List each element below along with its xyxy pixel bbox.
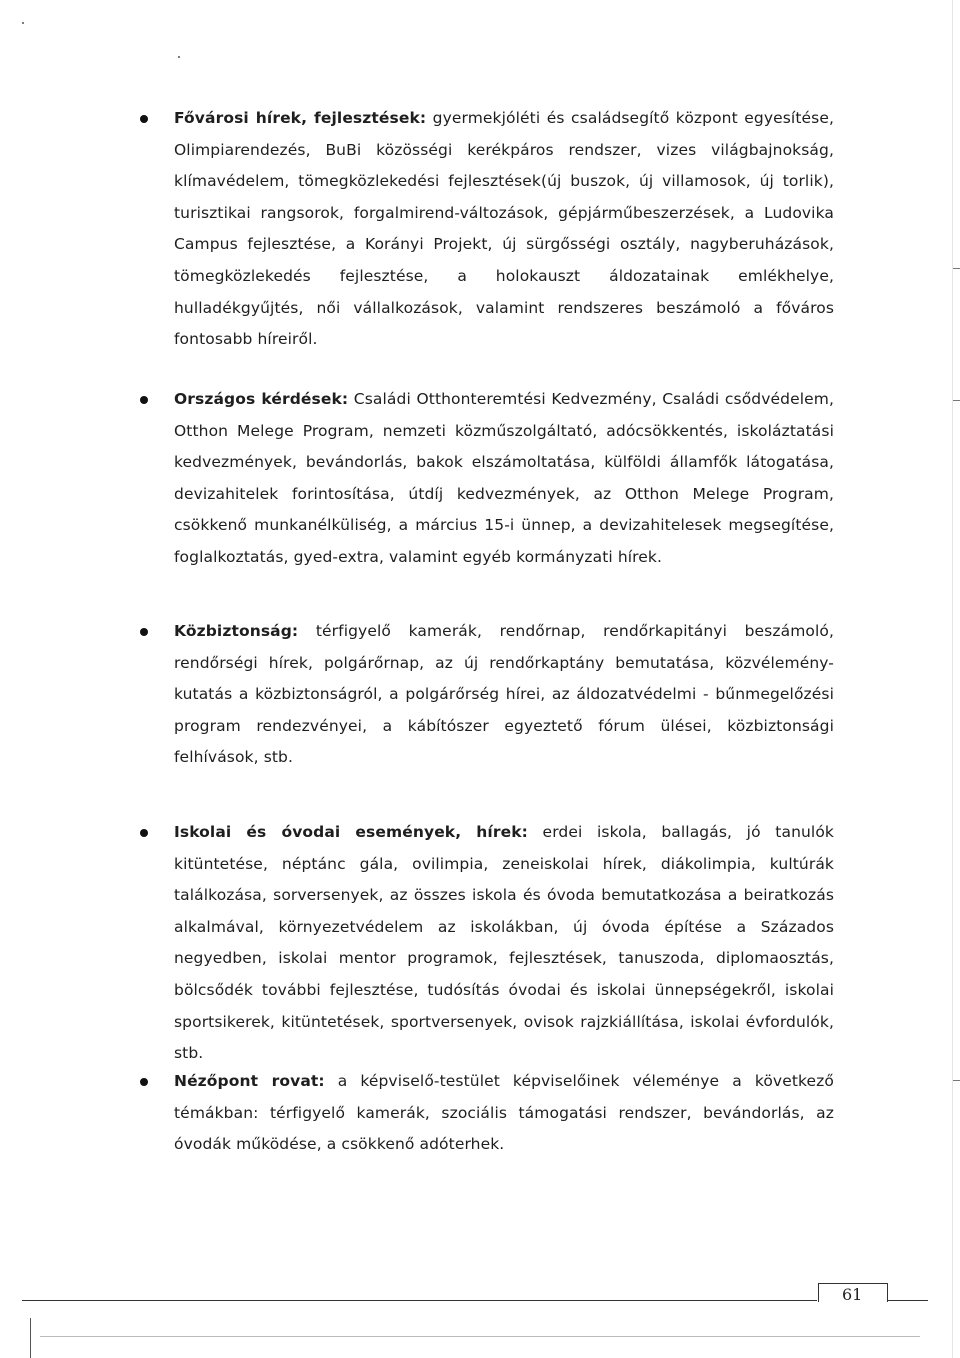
- list-item-body: erdei iskola, ballagás, jó tanulók kitüntetése, néptánc gála, ovilimpia, zeneiskolai hírek, diákolimpia, kultúrák találkozása, sorversenyek, az összes iskola és óvoda bemutatkozása a beiratkozás alkalmával, környezetvédelem az iskolákban, új óvoda építése a Százados negyedben, iskolai mentor programok, fejlesztések, tanuszoda, diplomaosztás, bölcsődék további fejlesztése, tudósítás óvodai és iskolai ünnepségekről, iskolai sportsikerek, kitüntetések, sportversenyek, ovisok rajzkiállítása, iskolai évfordulók, stb.: [174, 823, 834, 1063]
- scan-edge-right: [952, 0, 953, 1358]
- bullet-icon: [140, 628, 148, 636]
- list-item-body: térfigyelő kamerák, rendőrnap, rendőrkapitányi beszámoló, rendőrségi hírek, polgárőrnap, az új rendőrkaptány bemutatása, közvélemény-kutatás a közbiztonságról, a polgárőrség hírei, az áldozatvédelmi - bűnmegelőzési program rendezvényei, a kábítószer egyeztető fórum ülései, közbiztonsági felhívások, stb.: [174, 622, 834, 767]
- bullet-icon: [140, 1078, 148, 1086]
- bullet-icon: [140, 115, 148, 123]
- list-item-text: [174, 103, 834, 356]
- list-item-body: a képviselő-testület képviselőinek véleménye a következő témákban: térfigyelő kamerák, szociális támogatási rendszer, bevándorlás, az óvodák működése, a csökkenő adóterhek.: [174, 1072, 835, 1154]
- list-item-heading: Országos kérdések:: [174, 390, 349, 408]
- footer-rule-right: [888, 1300, 928, 1301]
- scan-speck: [22, 22, 24, 24]
- list-item-text: [174, 817, 834, 1070]
- list-item-heading: Fővárosi hírek, fejlesztések:: [174, 109, 427, 127]
- bullet-icon: [140, 829, 148, 837]
- list-item-heading: Nézőpont rovat:: [174, 1072, 325, 1090]
- page-number: 61: [842, 1285, 863, 1304]
- bullet-icon: [140, 396, 148, 404]
- scan-edge-tick: [953, 268, 960, 269]
- scan-edge-tick: [953, 1080, 960, 1081]
- list-item-heading: Közbiztonság:: [174, 622, 299, 640]
- list-item-text: [174, 384, 834, 574]
- margin-mark: [30, 1318, 31, 1358]
- scan-speck: [178, 56, 180, 58]
- list-item-body: Családi Otthonteremtési Kedvezmény, Családi csődvédelem, Otthon Melege Program, nemzeti közműszolgáltató, adócsökkentés, iskoláztatási kedvezmények, bevándorlás, bakok elszámoltatása, külföldi államfők látogatása, devizahitelek forintosítása, útdíj kedvezmények, az Otthon Melege Program, csökkenő munkanélküliség, a március 15-i ünnep, a devizahitelesek megsegítése, foglalkoztatás, gyed-extra, valamint egyéb kormányzati hírek.: [174, 390, 834, 566]
- scan-edge-line: [40, 1336, 920, 1337]
- list-item-text: [174, 1066, 834, 1161]
- list-item-heading: Iskolai és óvodai események, hírek:: [174, 823, 528, 841]
- list-item-body: gyermekjóléti és családsegítő központ egyesítése, Olimpiarendezés, BuBi közösségi kerékpáros rendszer, vizes világbajnokság, klímavédelem, tömegközlekedési fejlesztések(új buszok, új villamosok, új torlik), turisztikai rangsorok, forgalmirend-változások, gépjárműbeszerzések, a Ludovika Campus fejlesztése, a Korányi Projekt, új sürgősségi osztály, nagyberuházások, tömegközlekedés fejlesztése, a holokauszt áldozatainak emlékhelye, hulladékgyűjtés, női vállalkozások, valamint rendszeres beszámoló a főváros fontosabb híreiről.: [174, 109, 834, 349]
- list-item-text: [174, 616, 834, 774]
- scan-edge-tick: [953, 400, 960, 401]
- footer-rule: [22, 1300, 817, 1301]
